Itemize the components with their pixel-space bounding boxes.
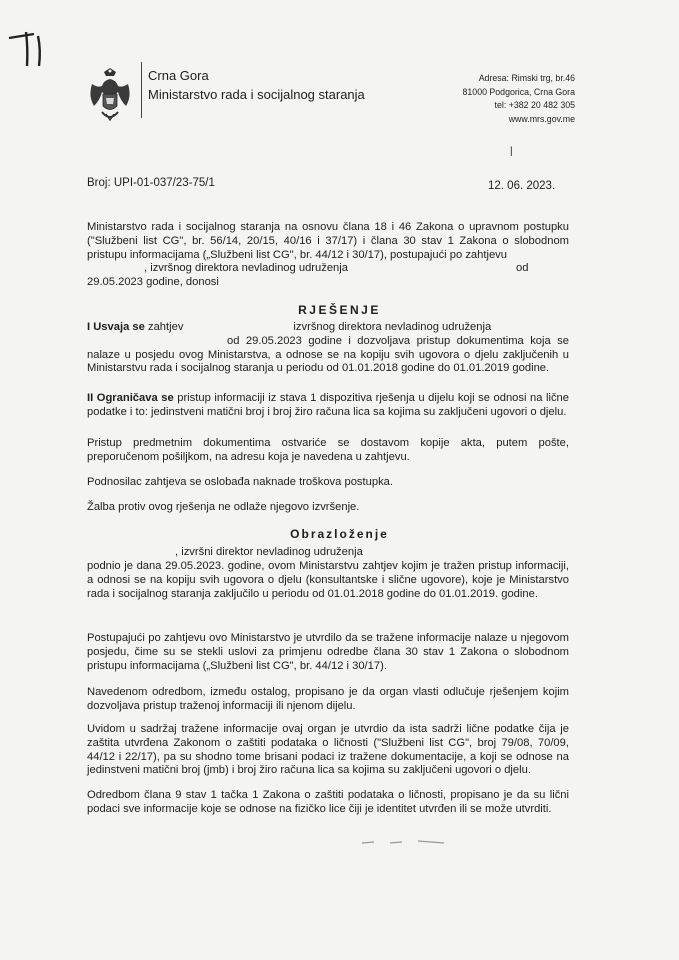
reasoning-paragraph-5: [87, 789, 569, 817]
decision-title: RJEŠENJE: [298, 303, 381, 317]
scan-smudge: [360, 838, 450, 846]
decision-5-text: Žalba protiv ovog rješenja ne odlaže njegovo izvršenje.: [87, 501, 360, 513]
decision-1-b: izvršnog direktora nevladinog udruženja: [293, 321, 492, 333]
decision-1-c: od 29.05.2023 godine i dozvoljava pristup dokumentima koja se nalaze u posjedu ovog Ministarstva, a odnose se na kopiju svih ugovora o djelu zaključenih u Ministarstvu rada i socijalnog staranja u periodu od 01.01.2018 godine do 01.01.2019 godine.: [87, 334, 569, 375]
decision-point-2: [87, 392, 569, 420]
document-date: 12. 06. 2023.: [488, 180, 556, 192]
intro-date: 29.05.2023 godine, donosi: [87, 276, 219, 288]
decision-2-lead: II Ograničava se: [87, 392, 174, 404]
reasoning-title: Obrazloženje: [290, 527, 389, 541]
intro-line-3: [87, 276, 577, 290]
decision-4-text: Podnosilac zahtjeva se oslobađa naknade troškova postupka.: [87, 476, 393, 488]
decision-1-lead: I Usvaja se: [87, 321, 145, 333]
reference-number: Broj: UPI-01-037/23-75/1: [87, 177, 215, 189]
reasoning-4-text: Uvidom u sadržaj tražene informacije ovaj organ je utvrdio da ista sadrži lične podatke čija je zaštita utvrđena Zakonom o zaštiti podataka o ličnosti ("Službeni list CG", broj 79/08, 70/09, 44/12 i 22/17), pa su shodno tome brisani podaci iz tražene dokumentacije, a koji se odnose na jedinstveni matični broj (jmb) i broj žiro računa lica sa kojima su zaključeni ugovori o djelu.: [87, 723, 569, 777]
decision-point-5: [87, 501, 569, 515]
coat-of-arms-icon: [86, 66, 134, 124]
reasoning-3-text: Navedenom odredbom, između ostalog, propisano je da organ vlasti odlučuje rješenjem kojim dozvoljava pristup traženoj informaciji ili njenom dijelu.: [87, 686, 569, 712]
header-contact: [440, 72, 575, 126]
intro-line-2: [87, 262, 577, 276]
decision-point-4: [87, 476, 569, 490]
address-line: Adresa: Rimski trg, br.46: [478, 73, 575, 83]
intro-paragraph: [87, 221, 569, 262]
reasoning-paragraph-3: [87, 686, 569, 714]
reasoning-line-1: [87, 546, 577, 560]
decision-point-3: [87, 437, 569, 465]
intro-applicant: , izvršnog direktora nevladinog udruženja: [144, 262, 348, 274]
web-line: www.mrs.gov.me: [508, 113, 575, 124]
reasoning-paragraph-2: [87, 632, 569, 673]
city-line: 81000 Podgorica, Crna Gora: [462, 86, 575, 97]
reasoning-5-text: Odredbom člana 9 stav 1 tačka 1 Zakona o zaštiti podataka o ličnosti, propisano je da su lični podaci sve informacije koje se odnose na fizičko lice čiji je identitet utvrđen ili se može utvrditi.: [87, 789, 569, 815]
decision-point-1: [87, 321, 569, 376]
reasoning-applicant: , izvršni direktor nevladinog udruženja: [175, 546, 363, 558]
decision-2-text: pristup informaciji iz stava 1 dispozitiva rješenja u dijelu koji se odnosi na lične podatke i to: jedinstveni matični broj i broj žiro računa lica sa kojima su zaključeni ugovori o djelu.: [87, 392, 569, 418]
intro-od: od: [515, 262, 529, 274]
tick-mark: |: [510, 146, 513, 157]
phone-line: tel: +382 20 482 305: [494, 100, 575, 110]
handwritten-mark: [6, 28, 52, 68]
country-name: Crna Gora: [148, 68, 209, 83]
reasoning-paragraph-4: [87, 723, 569, 778]
reasoning-1-text: podnio je dana 29.05.2023. godine, ovom Ministarstvu zahtjev kojim je tražen pristup informaciji, a odnosi se na kopiju svih ugovora o djelu (konsultantske i slične ugovore), koje je Ministarstvo rada i socijalnog staranja zaključilo u periodu od 01.01.2018 godine do 01.01.2019. godine.: [87, 560, 569, 600]
decision-1-a: zahtjev: [147, 321, 184, 333]
reasoning-paragraph-1: [87, 560, 569, 601]
decision-3-text: Pristup predmetnim dokumentima ostvariće se dostavom kopije akta, putem pošte, preporučenom pošiljkom, na adresu koja je navedena u zahtjevu.: [87, 437, 569, 463]
ministry-name: Ministarstvo rada i socijalnog staranja: [148, 87, 365, 102]
reasoning-2-text: Postupajući po zahtjevu ovo Ministarstvo je utvrdilo da se tražene informacije nalaze u njegovom posjedu, čime su se stekli uslovi za primjenu odredbe člana 30 stav 1 Zakona o slobodnom pristupu informacijama („Službeni list CG", br. 44/12 i 30/17).: [87, 632, 569, 672]
header-divider: [141, 62, 142, 118]
intro-text: Ministarstvo rada i socijalnog staranja na osnovu člana 18 i 46 Zakona o upravnom postupku ("Službeni list CG", br. 56/14, 20/15, 40/16 i 37/17) i člana 30 stav 1 Zakona o slobodnom pristupu informacijama („Službeni list CG", br. 44/12 i 30/17), postupajući po zahtjevu: [87, 221, 569, 261]
header-institution: [148, 66, 365, 104]
